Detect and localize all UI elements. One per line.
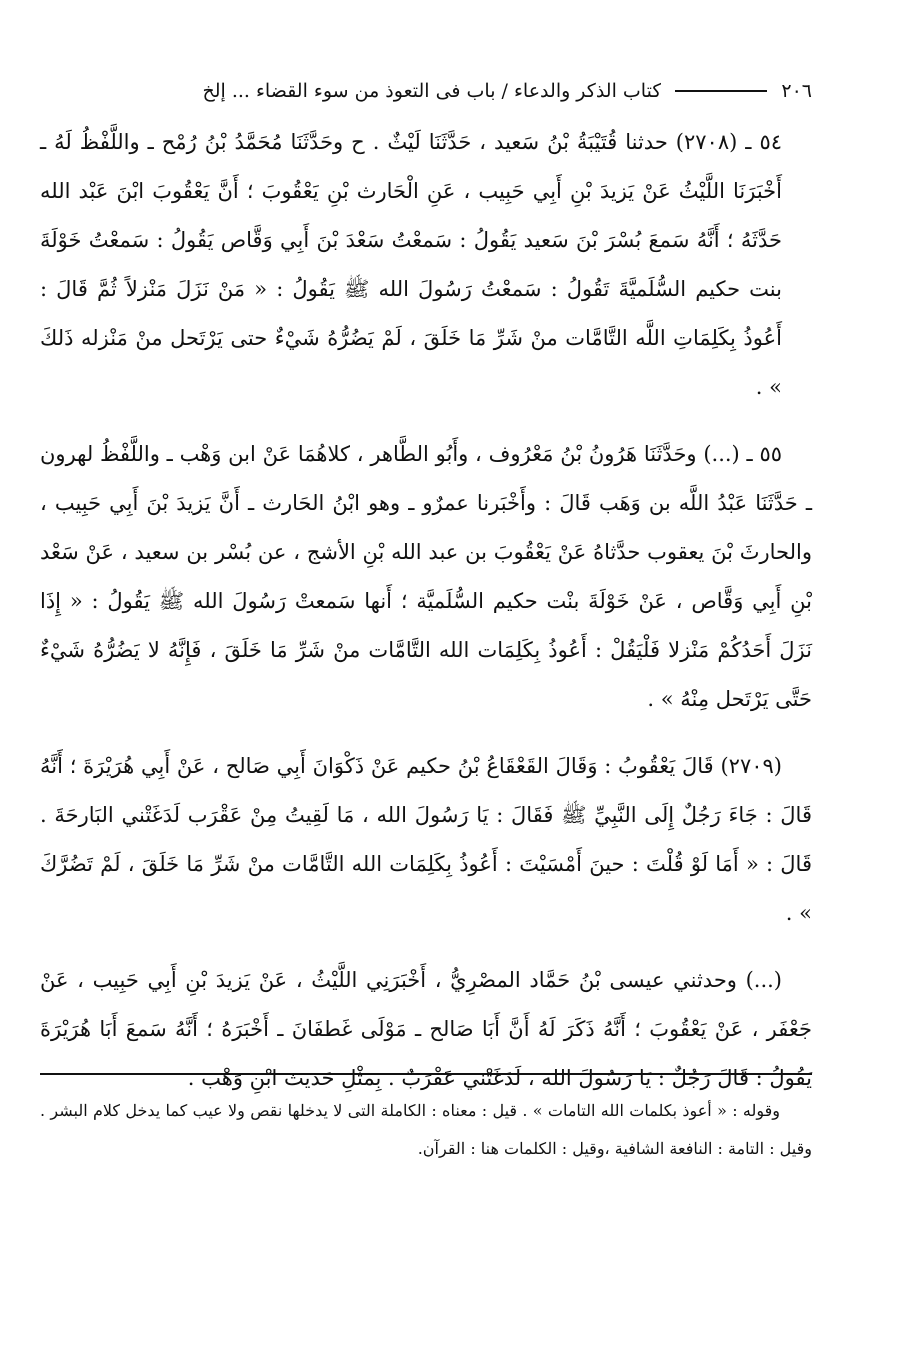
footnote-divider — [40, 1073, 812, 1075]
hadith-paragraph: ٥٤ ـ (٢٧٠٨) حدثنا قُتَيْبَةُ بْنُ سَعيد ، حَدَّثَنَا لَيْثٌ . ح وحَدَّثَنَا مُحَمَّدُ بْنُ رُمْح ـ واللَّفْظُ لَهُ ـ أَخْبَرَنَا اللَّيْثُ عَنْ يَزيدَ بْنِ أَبِي حَبِيب ، عَنِ الْحَارث بْنِ يَعْقُوبَ ؛ أَنَّ يَعْقُوبَ ابْنَ عَبْد الله حَدَّثَهُ ؛ أَنَّهُ سَمعَ بُسْرَ بْنَ سَعيد يَقُولُ : سَمعْتُ سَعْدَ بْنَ أَبِي وَقَّاص يَقُولُ : سَمعْتُ خَوْلَةَ بنت حكيم السُّلَميَّةَ تَقُولُ : سَمعْتُ رَسُولَ الله ﷺ يَقُولُ : « مَنْ نَزَلَ مَنْزلاً ثُمَّ قَالَ : أَعُوذُ بِكَلِمَاتِ اللَّه التَّامَّات منْ شَرِّ مَا خَلَقَ ، لَمْ يَضُرُّهُ شَيْءٌ حتى يَرْتَحل منْ مَنْزله ذَلكَ » . — [40, 130, 783, 399]
page-header — [40, 74, 812, 108]
hadith-paragraph: ٥٥ ـ (...) وحَدَّثَنَا هَرُونُ بْنُ مَعْرُوف ، وأَبُو الطَّاهر ، كلاهُمَا عَنْ ابن وَهْب ـ واللَّفْظُ لهرون ـ حَدَّثَنَا عَبْدُ اللَّه بن وَهَب قَالَ : وأَخْبَرنا عمرٌو ـ وهو ابْنُ الحَارث ـ أَنَّ يَزيدَ بْنَ أَبِي حَبِيب ، والحارثَ بْنَ يعقوب حدَّثاهُ عَنْ يَعْقُوبَ بن عبد الله بْنِ الأشج ، عن بُسْر بن سعيد ، عَنْ سَعْد بْنِ أَبِي وَقَّاص ، عَنْ خَوْلَةَ بنْت حكيم السُّلَميَّة ؛ أَنها سَمعتْ رَسُولَ الله ﷺ يَقُولُ : « إِذَا نَزَلَ أَحَدُكُمْ مَنْزلا فَلْيَقُلْ : أَعُوذُ بِكَلِمَات الله التَّامَّات منْ شَرِّ مَا خَلَقَ ، فَإِنَّهُ لا يَضُرُّهُ شَيْءٌ حَتَّى يَرْتَحل مِنْهُ » . — [40, 442, 813, 711]
header-rule — [675, 90, 767, 92]
running-title: كتاب الذكر والدعاء / باب فى التعوذ من سوء القضاء ... إلخ — [202, 80, 662, 102]
hadith-paragraph: (٢٧٠٩) قَالَ يَعْقُوبُ : وَقَالَ القَعْقَاعُ بْنُ حكيم عَنْ ذَكْوَانَ أَبِي صَالح ، عَنْ أَبِي هُرَيْرَةَ ؛ أَنَّهُ قَالَ : جَاءَ رَجُلٌ إِلَى النَّبِيِّ ﷺ فَقَالَ : يَا رَسُولَ الله ، مَا لَقِيتُ مِنْ عَقْرَب لَدَغَتْني البَارحَةَ . قَالَ : « أَمَا لَوْ قُلْتَ : حينَ أَمْسَيْتَ : أَعُوذُ بِكَلِمَات الله التَّامَّات منْ شَرِّ مَا خَلَقَ ، لَمْ تَضُرَّكَ » . — [40, 754, 812, 925]
page-body — [40, 118, 812, 1103]
page-number: ٢٠٦ — [781, 80, 812, 102]
hadith-paragraph: (...) وحدثني عيسى بْنُ حَمَّاد المصْرِيُّ ، أَخْبَرَنِي اللَّيْثُ ، عَنْ يَزيدَ بْنِ أَبِي حَبِيب ، عَنْ جَعْفَر ، عَنْ يَعْقُوبَ ؛ أَنَّهُ ذَكَرَ لَهُ أَنَّ أَبَا صَالح ـ مَوْلَى غَطفَانَ ـ أَخْبَرَهُ ؛ أَنَّهُ سَمعَ أَبَا هُرَيْرَةَ يَقُولُ : قَالَ رَجُلٌ : يَا رَسُولَ الله ، لَدَغَتْني عَقْرَبٌ . بِمثْلِ حَديث ابْنِ وَهْب . — [40, 968, 812, 1090]
footnote: وقوله : « أعوذ بكلمات الله التامات » . قيل : معناه : الكاملة التى لا يدخلها نقص ولا عيب كما يدخل كلام البشر . وقيل : التامة : النافعة الشافية ،وقيل : الكلمات هنا : القرآن. — [40, 1101, 812, 1158]
